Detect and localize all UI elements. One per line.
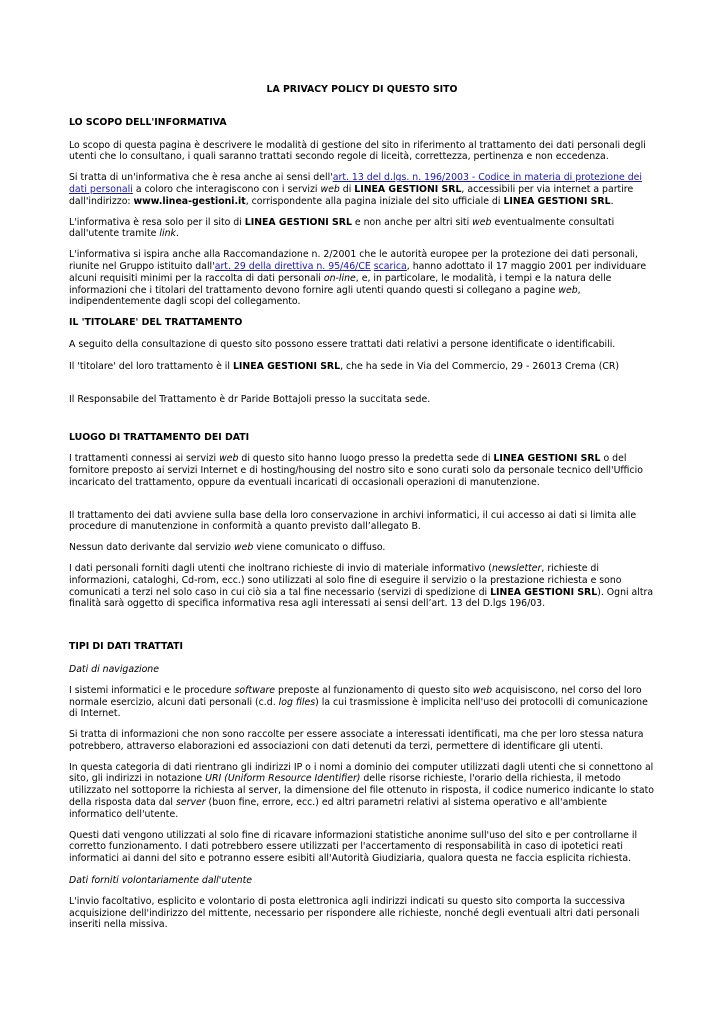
- text: a coloro che interagiscono con i servizi: [132, 183, 321, 195]
- privacy-policy-document: [69, 84, 655, 931]
- text: L'informativa è resa solo per il sito di: [69, 216, 245, 228]
- text: web: [219, 453, 239, 465]
- text: .: [175, 228, 179, 240]
- site-url: www.linea-gestioni.it: [133, 195, 246, 207]
- text: Il 'titolare' del loro trattamento è il: [69, 360, 233, 372]
- text: preposte al funzionamento di questo sito: [275, 684, 473, 696]
- types-paragraph-5: L'invio facoltativo, esplicito e volontario di posta elettronica agli indirizzi indicati su questo sito comporta la successiva acquisizione dell'indirizzo del mittente, necessario per rispondere alle richieste, nonché degli eventuali altri dati personali inseriti nella missiva.: [69, 895, 640, 931]
- text: Nessun dato derivante dal servizio: [69, 542, 234, 554]
- text: viene comunicato o diffuso.: [253, 542, 386, 554]
- place-paragraph-3: [69, 542, 655, 554]
- company-name: LINEA GESTIONI SRL: [493, 453, 601, 465]
- place-paragraph-1: [69, 453, 655, 488]
- law-link-art-13[interactable]: art. 13 del d.lgs. n. 196/2003 - Codice in materia di protezione dei dati personali: [69, 172, 643, 195]
- text: (buon fine, errore, ecc.) ed altri parametri relativi al sistema operativo e all'ambiente informatico dell'utente.: [69, 797, 608, 820]
- text: software: [234, 684, 276, 696]
- subheading-navigation-data: [69, 664, 655, 676]
- text: delle risorse richieste, l'orario della richiesta, il metodo utilizzato nel sottoporre la richiesta al server, la dimensione del file ottenuto in risposta, il codice numerico indicante lo stato della risposta data dal: [69, 773, 654, 809]
- text: L'informativa si ispira anche alla Raccomandazione n. 2/2001 che le autorità europee per la protezione dei dati personali, riunite nel Gruppo istituito dall': [69, 249, 638, 272]
- text: link: [159, 228, 176, 240]
- types-paragraph-4: Questi dati vengono utilizzati al solo fine di ricavare informazioni statistiche anonime sull'uso del sito e per controllarne il corretto funzionamento. I dati potrebbero essere utilizzati per l'accertamento di responsabilità in caso di ipotetici reati informatici ai danni del sito e potranno essere esibiti all'Autorità Giudiziaria, qualora questa ne faccia esplicita richiesta.: [69, 829, 638, 865]
- owner-paragraph-1: A seguito della consultazione di questo sito possono essere trattati dati relativi a persone identificate o identificabili.: [69, 338, 616, 350]
- text: In questa categoria di dati rientrano gli indirizzi IP o i nomi a dominio dei computer utilizzati dagli utenti che si connettono al sito, gli indirizzi in notazione: [69, 761, 654, 785]
- text: .: [610, 195, 614, 207]
- types-paragraph-1: [69, 685, 655, 720]
- text: ). Ogni altra finalità sarà oggetto di specifica informativa resa agli interessati ai sensi dell’art. 13 del D.lgs 196/03.: [69, 586, 654, 610]
- text: server: [176, 797, 206, 809]
- text: acquisiscono, nel corso del loro normale esercizio, alcuni dati personali (c.d.: [69, 684, 642, 708]
- company-name: LINEA GESTIONI SRL: [503, 195, 611, 207]
- text: I sistemi informatici e le procedure: [69, 684, 235, 696]
- place-paragraph-2: Il trattamento dei dati avviene sulla base della loro conservazione in archivi informatici, il cui accesso ai dati si limita alle procedure di manutenzione in conformità a quanto previsto dall’allegato B.: [69, 509, 637, 533]
- text: web: [320, 183, 340, 195]
- scope-paragraph-1: Lo scopo di questa pagina è descrivere le modalità di gestione del sito in riferimento al trattamento dei dati personali degli utenti che lo consultano, i quali saranno trattati secondo regole di liceità, correttezza, pertinenza e non eccedenza.: [69, 139, 646, 163]
- scope-paragraph-2: [69, 172, 655, 207]
- text: di questo sito hanno luogo presso la predetta sede di: [238, 453, 494, 465]
- text: eventualmente consultati dall'utente tramite: [69, 216, 615, 240]
- owner-paragraph-2: [69, 361, 655, 373]
- scope-paragraph-3: [69, 217, 655, 241]
- subheading-user-data: [69, 875, 655, 887]
- text: , e, in particolare, le modalità, i tempi e la natura delle informazioni che i titolari del trattamento devono fornire agli utenti quando questi si collegano a pagine: [69, 272, 612, 296]
- company-name: LINEA GESTIONI SRL: [244, 216, 352, 228]
- text: , che ha sede in Via del Commercio, 29 - 26013 Crema (CR): [340, 360, 620, 372]
- company-name: LINEA GESTIONI SRL: [232, 360, 341, 372]
- text: , richieste di informazioni, cataloghi, Cd-rom, ecc.) sono utilizzati al solo fine di eseguire il servizio o la prestazione richiesta e sono comunicati a terzi nel solo caso in cui ciò sia a tal fine necessario (servizi di spedizione di: [69, 562, 622, 598]
- text: Si tratta di un'informativa che è resa anche ai sensi dell': [69, 172, 333, 184]
- heading-types: TIPI DI DATI TRATTATI: [69, 641, 183, 653]
- text: web: [472, 216, 492, 228]
- company-name: LINEA GESTIONI SRL: [490, 586, 598, 598]
- text: I dati personali forniti dagli utenti che inoltrano richieste di invio di materiale informativo (: [69, 562, 492, 574]
- text: di: [339, 183, 355, 195]
- text: , hanno adottato il 17 maggio 2001 per individuare alcuni requisiti minimi per la raccolta di dati personali: [69, 260, 647, 284]
- company-name: LINEA GESTIONI SRL: [354, 183, 462, 195]
- text: e non anche per altri siti: [351, 216, 473, 228]
- text: , indipendentemente dagli scopi del collegamento.: [69, 284, 581, 308]
- text: o del fornitore preposto ai servizi Internet e di hosting/housing del nostro sito e sono curati solo da personale tecnico dell'Ufficio incaricato del trattamento, oppure da eventuali incaricati di occasionali operazioni di manutenzione.: [69, 453, 643, 488]
- heading-scope: LO SCOPO DELL'INFORMATIVA: [69, 116, 227, 128]
- text: ) la cui trasmissione è implicita nell'uso dei protocolli di comunicazione di Internet.: [69, 696, 648, 720]
- place-paragraph-4: [69, 563, 655, 610]
- law-link-art-29[interactable]: art. 29 della direttiva n. 95/46/CE: [214, 260, 371, 272]
- text: Dati forniti volontariamente dall'utente: [69, 875, 253, 887]
- types-paragraph-3: [69, 762, 655, 821]
- text: on-line: [323, 272, 356, 284]
- text: web: [558, 284, 578, 296]
- heading-owner: IL 'TITOLARE' DEL TRATTAMENTO: [69, 317, 243, 329]
- text: , corrispondente alla pagina iniziale del sito ufficiale di: [245, 195, 504, 207]
- download-link[interactable]: scarica: [373, 260, 407, 272]
- text: web: [472, 684, 493, 696]
- text: log files: [278, 696, 316, 708]
- text: , accessibili per via internet a partire dall'indirizzo:: [69, 183, 634, 207]
- scope-paragraph-4: [69, 249, 655, 308]
- text: newsletter: [491, 562, 542, 574]
- heading-place: LUOGO DI TRATTAMENTO DEI DATI: [69, 432, 250, 444]
- types-paragraph-2: Si tratta di informazioni che non sono raccolte per essere associate a interessati identificati, ma che per loro stessa natura potrebbero, attraverso elaborazioni ed associazioni con dati detenuti da terzi, permettere di identificare gli utenti.: [69, 729, 644, 752]
- owner-paragraph-3: Il Responsabile del Trattamento è dr Paride Bottajoli presso la succitata sede.: [69, 393, 431, 405]
- text: I trattamenti connessi ai servizi: [69, 453, 220, 465]
- text: Dati di navigazione: [69, 663, 159, 675]
- text: URI (Uniform Resource Identifier): [205, 773, 361, 785]
- page-title: LA PRIVACY POLICY DI QUESTO SITO: [266, 84, 458, 95]
- text: web: [233, 542, 254, 554]
